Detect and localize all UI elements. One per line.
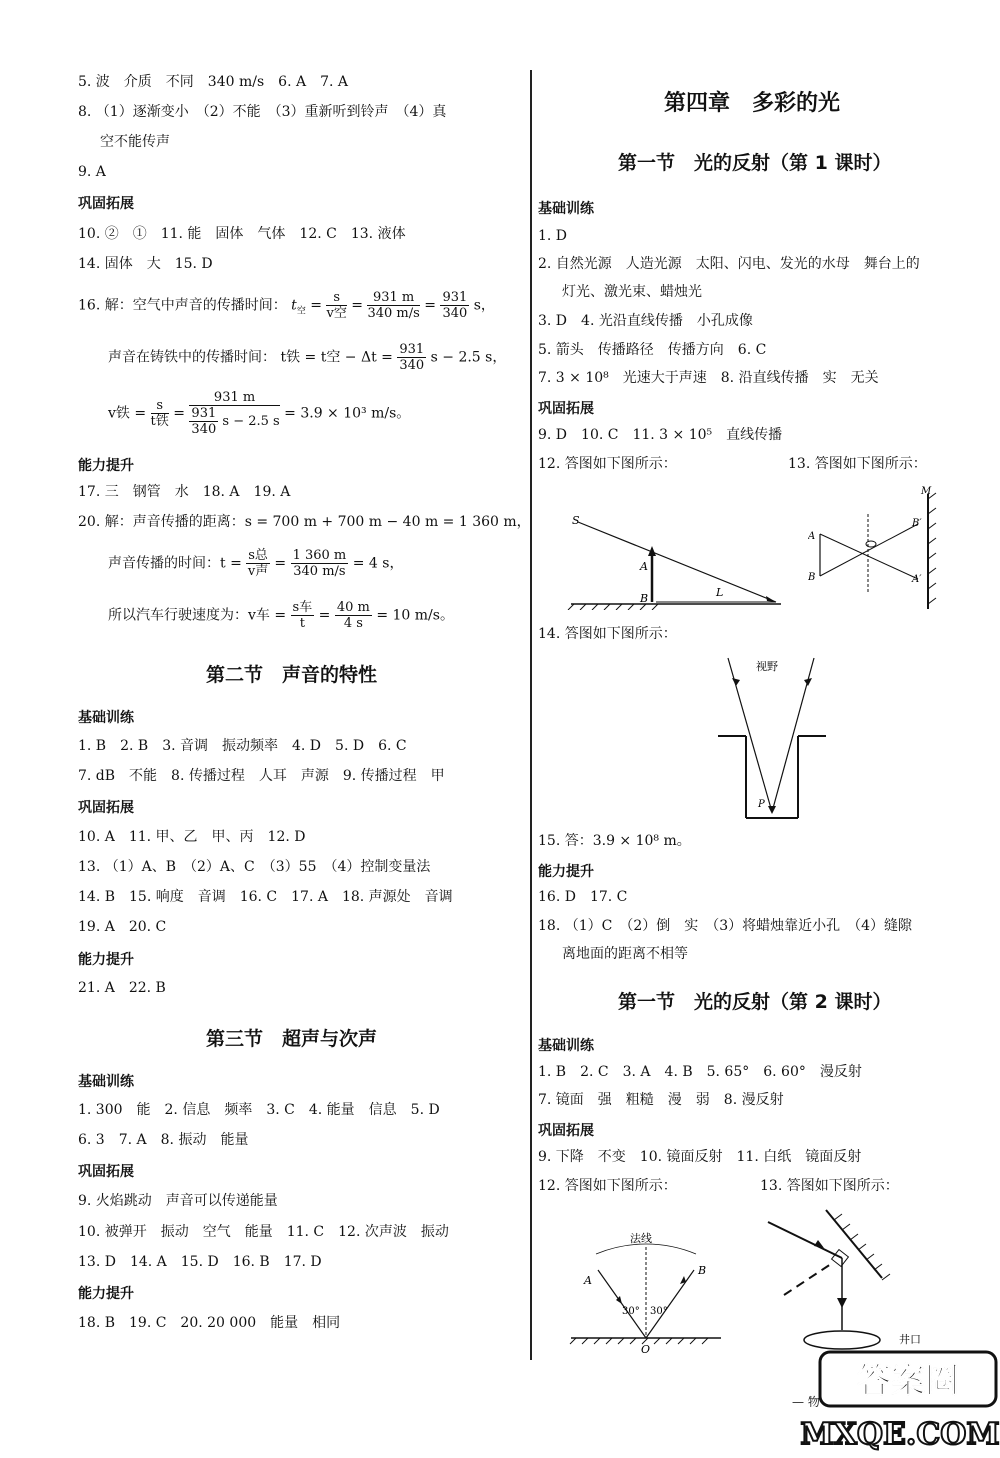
angle-label: 30° — [622, 1306, 640, 1317]
point-a-label: A — [808, 531, 816, 542]
section-heading: 第三节 超声与次声 — [206, 1028, 378, 1050]
length-l-label: L — [716, 586, 724, 599]
angle-label: 30° — [650, 1306, 668, 1317]
image-b-label: B′ — [912, 518, 922, 529]
answer-line: 3. D 4. 光沿直线传播 小孔成像 — [538, 313, 753, 329]
answer-line: 1. B 2. C 3. A 4. B 5. 65° 6. 60° 漫反射 — [538, 1064, 862, 1080]
section-heading: 第一节 光的反射（第 2 课时） — [618, 991, 892, 1013]
solution-20-line2: 声音传播的时间：t = $\frac{\text{s总}}{\text{v声}}$ = $\frac{1 360 m}{340 m/s}$ = 4 s， — [108, 548, 404, 579]
answer-line: 18. B 19. C 20. 20 000 能量 相同 — [78, 1315, 341, 1331]
figure-12b-diagram — [566, 1212, 726, 1357]
answer-line: 7. 3 × 10⁸ 光速大于声速 8. 沿直线传播 实 无关 — [538, 370, 879, 386]
fraction: $\frac{931}{340}$ — [399, 342, 425, 373]
fraction: $\frac{\text{s车}}{t}$ — [292, 600, 313, 631]
image-a-label: A′ — [912, 574, 922, 585]
section-label: 基础训练 — [538, 201, 594, 217]
answer-line: 13. 答图如下图所示： — [760, 1178, 899, 1194]
fraction: 931 m $\frac{931}{340}$ s − 2.5 s — [191, 390, 280, 437]
answer-line: 1. 300 能 2. 信息 频率 3. C 4. 能量 信息 5. D — [78, 1102, 440, 1118]
section-label: 基础训练 — [78, 710, 134, 726]
solution-20-line3: 所以汽车行驶速度为：v车 = $\frac{\text{s车}}{t}$ = $\frac{40 m}{4 s}$ = 10 m/s。 — [108, 600, 454, 631]
point-o-label: O — [641, 1343, 651, 1356]
fraction: $\frac{40 m}{4 s}$ — [336, 600, 370, 631]
answer-line: 10. ② ① 11. 能 固体 气体 12. C 13. 液体 — [78, 226, 406, 242]
column-divider — [530, 70, 532, 1360]
answer-line: 10. 被弹开 振动 空气 能量 11. C 12. 次声波 振动 — [78, 1224, 449, 1240]
section-heading: 第二节 声音的特性 — [206, 664, 378, 686]
ray-a-label: A — [584, 1274, 592, 1287]
answer-line: 13. D 14. A 15. D 16. B 17. D — [78, 1254, 322, 1270]
answer-line: 16. D 17. C — [538, 889, 628, 905]
answer-line: 14. 答图如下图所示： — [538, 626, 677, 642]
point-p-label: P — [758, 799, 765, 810]
section-label: 巩固拓展 — [78, 1164, 134, 1180]
normal-label: 法线 — [630, 1232, 652, 1245]
answer-line: 12. 答图如下图所示： — [538, 456, 677, 472]
answer-line: 10. A 11. 甲、乙 甲、丙 12. D — [78, 829, 306, 845]
answer-line: 5. 波 介质 不同 340 m/s 6. A 7. A — [78, 74, 348, 90]
mirror-m-label: M — [921, 486, 932, 497]
figure-13-diagram — [808, 484, 978, 614]
section-label: 基础训练 — [538, 1038, 594, 1054]
answer-line: 21. A 22. B — [78, 980, 166, 996]
answer-line: 5. 箭头 传播路径 传播方向 6. C — [538, 342, 767, 358]
answer-line: 14. B 15. 响度 音调 16. C 17. A 18. 声源处 音调 — [78, 889, 453, 905]
watermark-text: 答案圈 — [857, 1361, 959, 1401]
section-label: 能力提升 — [78, 458, 134, 474]
fraction: $\frac{s}{\text{v空}}$ — [326, 290, 347, 321]
answer-line: 7. 镜面 强 粗糙 漫 弱 8. 漫反射 — [538, 1092, 784, 1108]
ray-b-label: B — [698, 1264, 707, 1277]
answer-line: 离地面的距离不相等 — [562, 946, 688, 962]
solution-16-line3: v铁 = $\frac{s}{\text{t铁}}$ = 931 m $\frac{931}{340}$ s − 2.5 s = 3.9 × 10³ m/s。 — [108, 390, 411, 437]
fraction: $\frac{s}{\text{t铁}}$ — [150, 398, 169, 429]
figure-14-diagram — [718, 650, 828, 825]
answer-line: 8. （1）逐渐变小 （2）不能 （3）重新听到铃声 （4）真 — [78, 104, 447, 120]
page-footer: — 物 — [792, 1395, 820, 1409]
answer-line: 1. D — [538, 228, 568, 244]
section-label: 能力提升 — [538, 864, 594, 880]
answer-line: 13. （1）A、B （2）A、C （3）55 （4）控制变量法 — [78, 859, 431, 875]
section-label: 能力提升 — [78, 1286, 134, 1302]
answer-line: 19. A 20. C — [78, 919, 167, 935]
view-label: 视野 — [756, 660, 778, 673]
answer-line: 9. 火焰跳动 声音可以传递能量 — [78, 1193, 278, 1209]
point-a-label: A — [640, 560, 648, 573]
answer-line: 14. 固体 大 15. D — [78, 256, 213, 272]
solution-16-line1: 16. 解：空气中声音的传播时间： $t_空$ = $\frac{s}{\text{v空}}$ = $\frac{931 m}{340 m/s}$ = $\frac{931}{340}$ s， — [78, 290, 495, 321]
point-b-label: B — [808, 572, 816, 583]
answer-line: 9. A — [78, 164, 106, 180]
section-label: 基础训练 — [78, 1074, 134, 1090]
fraction: $\frac{\text{s总}}{\text{v声}}$ — [247, 548, 269, 579]
answer-line: 13. 答图如下图所示： — [788, 456, 927, 472]
section-label: 巩固拓展 — [538, 1123, 594, 1139]
answer-line: 9. 下降 不变 10. 镜面反射 11. 白纸 镜面反射 — [538, 1149, 862, 1165]
answer-line: 12. 答图如下图所示： — [538, 1178, 677, 1194]
point-b-label: B — [640, 592, 649, 605]
section-label: 巩固拓展 — [78, 196, 134, 212]
answer-line: 1. B 2. B 3. 音调 振动频率 4. D 5. D 6. C — [78, 738, 407, 754]
answer-line: 17. 三 钢管 水 18. A 19. A — [78, 484, 291, 500]
fraction: $\frac{931 m}{340 m/s}$ — [367, 290, 420, 321]
section-label: 能力提升 — [78, 952, 134, 968]
solution-20-line1: 20. 解：声音传播的距离：s = 700 m + 700 m − 40 m = 1 360 m， — [78, 514, 531, 530]
chapter-title: 第四章 多彩的光 — [664, 91, 841, 116]
section-label: 巩固拓展 — [78, 800, 134, 816]
answer-line: 18. （1）C （2）倒 实 （3）将蜡烛靠近小孔 （4）缝隙 — [538, 918, 913, 934]
point-s-label: S — [572, 514, 580, 527]
answer-line: 灯光、激光束、蜡烛光 — [562, 284, 702, 300]
answer-line: 7. dB 不能 8. 传播过程 人耳 声源 9. 传播过程 甲 — [78, 768, 445, 784]
figure-13b-diagram — [764, 1200, 944, 1360]
watermark-logo — [800, 1348, 1000, 1458]
fraction: $\frac{1 360 m}{340 m/s}$ — [292, 548, 347, 579]
well-label: 井口 — [899, 1333, 921, 1346]
answer-line: 空不能传声 — [100, 134, 170, 150]
figure-12-diagram — [566, 510, 816, 610]
answer-line: 2. 自然光源 人造光源 太阳、闪电、发光的水母 舞台上的 — [538, 256, 920, 272]
watermark-url: MXQE.COM — [800, 1417, 1000, 1452]
section-label: 巩固拓展 — [538, 401, 594, 417]
solution-16-line2: 声音在铸铁中的传播时间： t铁 = t空 − Δt = $\frac{931}{340}$ s − 2.5 s， — [108, 342, 507, 373]
answer-line: 15. 答：3.9 × 10⁸ m。 — [538, 833, 691, 849]
answer-line: 9. D 10. C 11. 3 × 10⁵ 直线传播 — [538, 427, 783, 443]
fraction: $\frac{931}{340}$ — [442, 290, 468, 321]
answer-line: 6. 3 7. A 8. 振动 能量 — [78, 1132, 249, 1148]
section-heading: 第一节 光的反射（第 1 课时） — [618, 152, 892, 174]
